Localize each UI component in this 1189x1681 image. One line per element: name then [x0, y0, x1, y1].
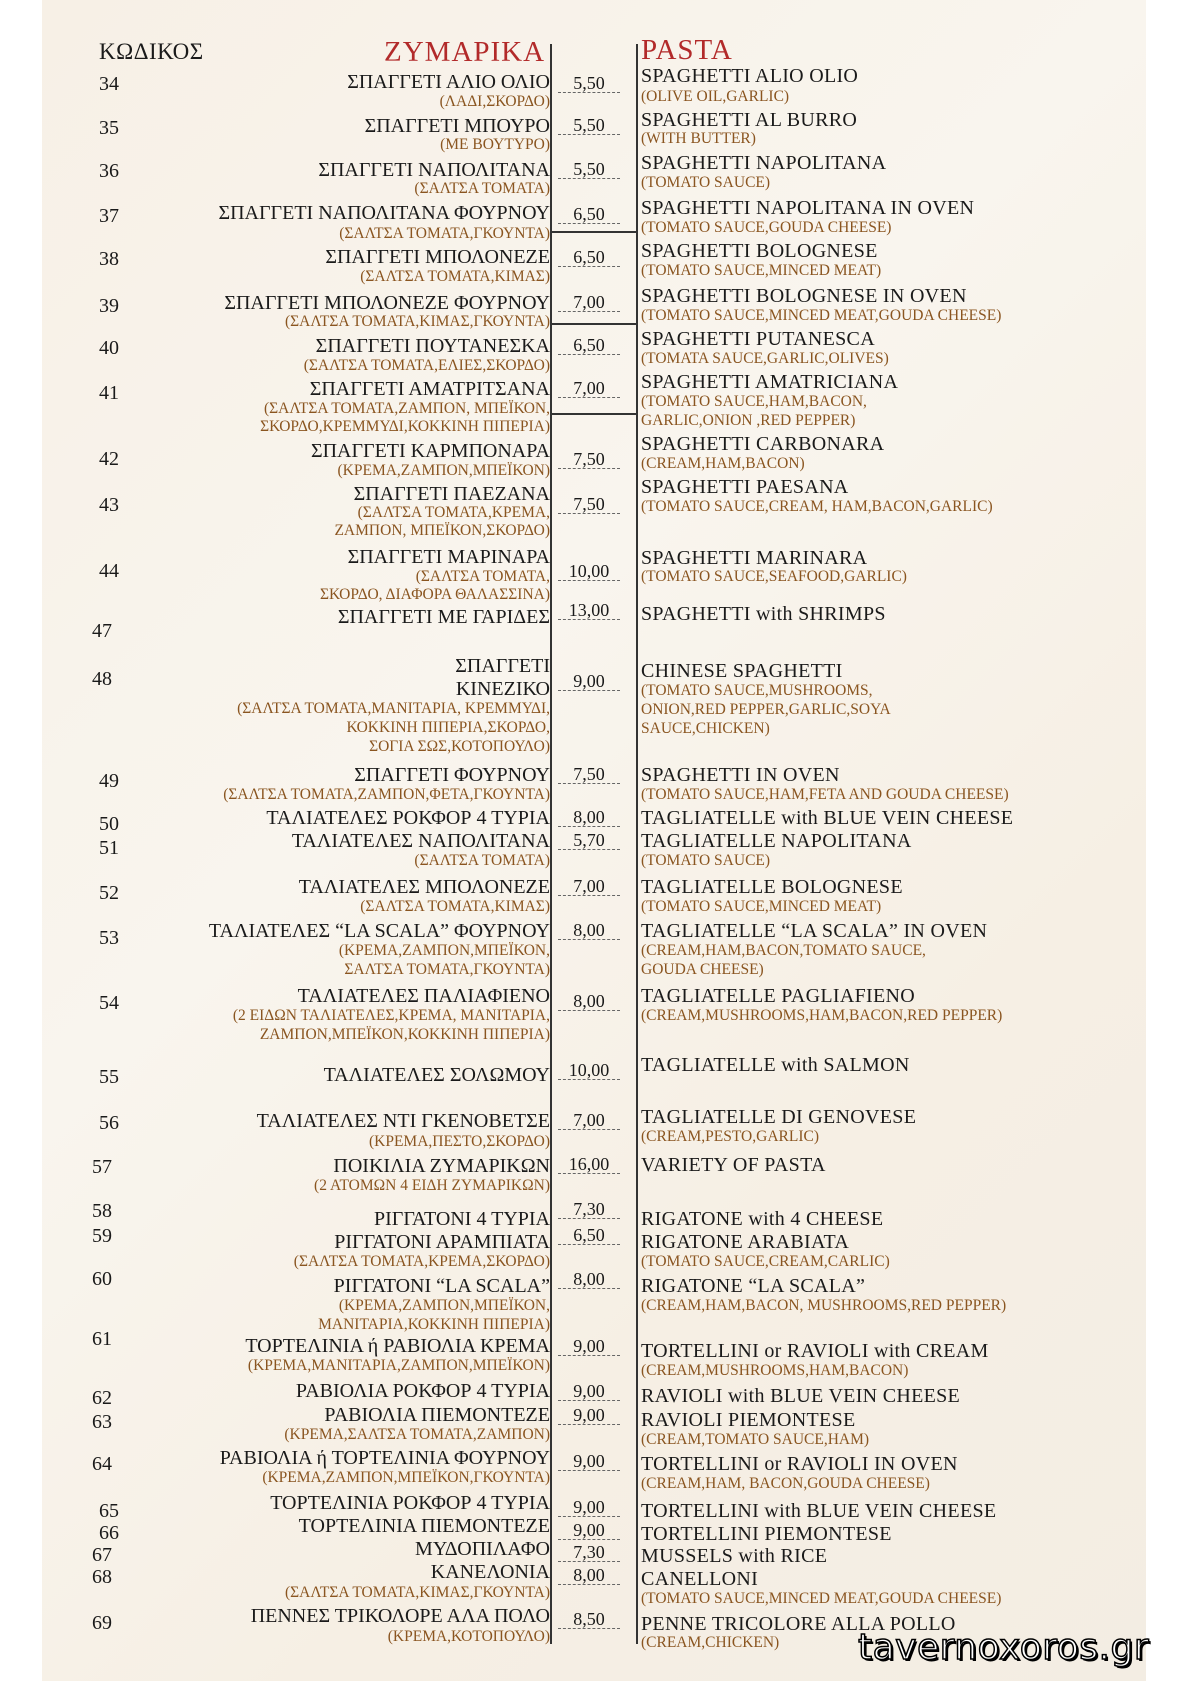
dish-price: 9,00 [558, 1406, 620, 1425]
dish-price: 5,70 [558, 831, 620, 850]
dish-price: 6,50 [558, 336, 620, 355]
greek-dish-name: ΣΠΑΓΓΕΤΙ ΜΑΡΙΝΑΡΑ [347, 546, 550, 568]
greek-dish-ingredients: ΣΟΓΙΑ ΣΩΣ,ΚΟΤΟΠΟΥΛΟ) [369, 738, 550, 755]
item-code: 35 [99, 117, 119, 139]
english-dish-name: RAVIOLI PIEMONTESE [641, 1409, 856, 1431]
greek-dish-ingredients: (ΣΑΛΤΣΑ ΤΟΜΑΤΑ, [415, 568, 550, 585]
dish-price: 8,00 [558, 921, 620, 940]
english-dish-name: SPAGHETTI BOLOGNESE IN OVEN [641, 285, 967, 307]
english-dish-ingredients: (TOMATO SAUCE,MINCED MEAT,GOUDA CHEESE) [641, 307, 1002, 324]
greek-dish-name: ΜΥΔΟΠΙΛΑΦΟ [415, 1538, 550, 1560]
item-code: 47 [92, 620, 112, 642]
greek-dish-name: ΣΠΑΓΓΕΤΙ ΑΛΙΟ ΟΛΙΟ [347, 71, 550, 93]
dish-price: 5,50 [558, 116, 620, 135]
dish-price: 8,00 [558, 808, 620, 827]
dish-price: 7,00 [558, 1111, 620, 1130]
item-code: 63 [92, 1411, 112, 1433]
greek-dish-name: ΣΠΑΓΓΕΤΙ ΝΑΠΟΛΙΤΑΝΑ ΦΟΥΡΝΟΥ [218, 202, 550, 224]
english-dish-name: SPAGHETTI AL BURRO [641, 109, 858, 131]
english-dish-name: SPAGHETTI ALIO OLIO [641, 65, 859, 87]
greek-dish-name: ΣΠΑΓΓΕΤΙ ΜΕ ΓΑΡΙΔΕΣ [337, 606, 550, 628]
greek-dish-ingredients: ΣΚΟΡΔΟ,ΚΡΕΜΜΥΔΙ,ΚΟΚΚΙΝΗ ΠΙΠΕΡΙΑ) [260, 418, 550, 435]
item-code: 59 [92, 1225, 112, 1247]
greek-dish-ingredients: (ΚΡΕΜΑ,ΚΟΤΟΠΟΥΛΟ) [387, 1628, 550, 1645]
item-code: 49 [99, 770, 119, 792]
dish-price: 7,00 [558, 379, 620, 398]
item-code: 56 [99, 1112, 119, 1134]
dish-price: 7,50 [558, 450, 620, 469]
item-code: 53 [99, 927, 119, 949]
dish-price: 7,30 [558, 1543, 620, 1562]
english-dish-ingredients: (CREAM,HAM,BACON, MUSHROOMS,RED PEPPER) [641, 1297, 1007, 1314]
dish-price: 9,00 [558, 1498, 620, 1517]
divider-after-item-37 [550, 231, 636, 233]
greek-dish-ingredients: (ΚΡΕΜΑ,ΜΑΝΙΤΑΡΙΑ,ΖΑΜΠΟΝ,ΜΠΕΪΚΟΝ) [247, 1357, 550, 1374]
english-section-title: PASTA [641, 34, 733, 66]
english-dish-ingredients: (CREAM,CHICKEN) [641, 1634, 780, 1651]
item-code: 42 [99, 448, 119, 470]
english-dish-name: TAGLIATELLE “LA SCALA” IN OVEN [641, 920, 988, 942]
greek-dish-ingredients: (ΣΑΛΤΣΑ ΤΟΜΑΤΑ,ΜΑΝΙΤΑΡΙΑ, ΚΡΕΜΜΥΔΙ, [237, 700, 550, 717]
english-dish-ingredients: (TOMATO SAUCE,MINCED MEAT,GOUDA CHEESE) [641, 1590, 1002, 1607]
item-code: 62 [92, 1387, 112, 1409]
english-dish-name: VARIETY OF PASTA [641, 1154, 826, 1176]
item-code: 51 [99, 837, 119, 859]
item-code: 57 [92, 1156, 112, 1178]
dish-price: 7,30 [558, 1200, 620, 1219]
item-code: 50 [99, 813, 119, 835]
greek-dish-name: ΡΙΓΓΑΤΟΝΙ “LA SCALA” [333, 1275, 550, 1297]
item-code: 36 [99, 160, 119, 182]
english-dish-ingredients: (CREAM,PESTO,GARLIC) [641, 1128, 819, 1145]
english-dish-ingredients: GARLIC,ONION ,RED PEPPER) [641, 412, 856, 429]
english-dish-name: TAGLIATELLE BOLOGNESE [641, 876, 903, 898]
greek-dish-ingredients: (ΚΡΕΜΑ,ΣΑΛΤΣΑ ΤΟΜΑΤΑ,ΖΑΜΠΟΝ) [284, 1426, 550, 1443]
greek-dish-name: ΤΑΛΙΑΤΕΛΕΣ ΜΠΟΛΟΝΕΖΕ [298, 876, 550, 898]
english-dish-name: SPAGHETTI NAPOLITANA [641, 152, 887, 174]
english-dish-name: RIGATONE “LA SCALA” [641, 1275, 866, 1297]
dish-price: 10,00 [558, 1061, 620, 1080]
greek-dish-name: ΣΠΑΓΓΕΤΙ ΚΑΡΜΠΟΝΑΡΑ [310, 440, 550, 462]
greek-dish-ingredients: (ΚΡΕΜΑ,ΖΑΜΠΟΝ,ΜΠΕΪΚΟΝ,ΓΚΟΥΝΤΑ) [262, 1469, 550, 1486]
greek-dish-ingredients: ΚΟΚΚΙΝΗ ΠΙΠΕΡΙΑ,ΣΚΟΡΔΟ, [346, 719, 550, 736]
english-dish-ingredients: (TOMATO SAUCE,MINCED MEAT) [641, 262, 882, 279]
greek-dish-ingredients: (ΣΑΛΤΣΑ ΤΟΜΑΤΑ,ΖΑΜΠΟΝ,ΦΕΤΑ,ΓΚΟΥΝΤΑ) [223, 786, 550, 803]
english-dish-name: RAVIOLI with BLUE VEIN CHEESE [641, 1385, 961, 1407]
greek-dish-name: ΤΟΡΤΕΛΙΝΙΑ ΡΟΚΦΟΡ 4 ΤΥΡΙΑ [270, 1492, 550, 1514]
item-code: 61 [92, 1328, 112, 1350]
english-dish-name: SPAGHETTI AMATRICIANA [641, 371, 899, 393]
dish-price: 9,00 [558, 1337, 620, 1356]
english-dish-name: TORTELLINI PIEMONTESE [641, 1523, 892, 1545]
greek-dish-name: ΠΕΝΝΕΣ ΤΡΙΚΟΛΟΡΕ ΑΛΑ ΠΟΛΟ [250, 1605, 550, 1627]
greek-dish-ingredients: (ΜΕ ΒΟΥΤΥΡΟ) [440, 136, 550, 153]
item-code: 54 [99, 992, 119, 1014]
greek-dish-ingredients: (ΣΑΛΤΣΑ ΤΟΜΑΤΑ,ΚΙΜΑΣ) [360, 268, 550, 285]
english-dish-name: MUSSELS with RICE [641, 1545, 828, 1567]
greek-dish-name: ΣΠΑΓΓΕΤΙ ΜΠΟΥΡΟ [364, 115, 550, 137]
item-code: 43 [99, 494, 119, 516]
item-code: 38 [99, 248, 119, 270]
english-dish-name: SPAGHETTI PUTANESCA [641, 328, 875, 350]
item-code: 66 [99, 1522, 119, 1544]
greek-dish-name: ΣΠΑΓΓΕΤΙ ΠΟΥΤΑΝΕΣΚΑ [315, 335, 550, 357]
greek-dish-name: ΡΙΓΓΑΤΟΝΙ ΑΡΑΜΠΙΑΤΑ [334, 1231, 550, 1253]
greek-dish-ingredients: (ΚΡΕΜΑ,ΠΕΣΤΟ,ΣΚΟΡΔΟ) [368, 1133, 550, 1150]
site-watermark: tavernoxoros.gr [858, 1627, 1150, 1668]
greek-dish-name: ΣΠΑΓΓΕΤΙ ΝΑΠΟΛΙΤΑΝΑ [318, 159, 550, 181]
english-dish-ingredients: (TOMATO SAUCE) [641, 174, 771, 191]
english-dish-ingredients: (TOMATA SAUCE,GARLIC,OLIVES) [641, 350, 889, 367]
greek-dish-name: ΣΠΑΓΓΕΤΙ ΑΜΑΤΡΙΤΣΑΝΑ [309, 378, 550, 400]
greek-dish-name: ΣΠΑΓΓΕΤΙ ΜΠΟΛΟΝΕΖΕ [325, 246, 550, 268]
greek-dish-ingredients: (2 ΕΙΔΩΝ ΤΑΛΙΑΤΕΛΕΣ,ΚΡΕΜΑ, ΜΑΝΙΤΑΡΙΑ, [232, 1007, 550, 1024]
greek-dish-ingredients: (ΣΑΛΤΣΑ ΤΟΜΑΤΑ,ΚΡΕΜΑ, [357, 504, 550, 521]
dish-price: 8,50 [558, 1610, 620, 1629]
english-dish-name: SPAGHETTI NAPOLITANA IN OVEN [641, 197, 975, 219]
greek-dish-ingredients: (ΣΑΛΤΣΑ ΤΟΜΑΤΑ,ΚΙΜΑΣ,ΓΚΟΥΝΤΑ) [285, 313, 550, 330]
english-dish-ingredients: SAUCE,CHICKEN) [641, 720, 770, 737]
dish-price: 9,00 [558, 672, 620, 691]
item-code: 41 [99, 382, 119, 404]
dish-price: 16,00 [558, 1155, 620, 1174]
dish-price: 7,50 [558, 495, 620, 514]
greek-dish-ingredients: (ΚΡΕΜΑ,ΖΑΜΠΟΝ,ΜΠΕΪΚΟΝ, [338, 1297, 550, 1314]
greek-dish-ingredients: ΖΑΜΠΟΝ,ΜΠΕΪΚΟΝ,ΚΟΚΚΙΝΗ ΠΙΠΕΡΙΑ) [259, 1026, 550, 1043]
greek-dish-ingredients: (2 ΑΤΟΜΩΝ 4 ΕΙΔΗ ΖΥΜΑΡΙΚΩΝ) [314, 1177, 550, 1194]
english-dish-ingredients: (TOMATO SAUCE,CREAM, HAM,BACON,GARLIC) [641, 498, 993, 515]
english-dish-name: TORTELLINI or RAVIOLI with CREAM [641, 1340, 989, 1362]
english-dish-name: TAGLIATELLE with BLUE VEIN CHEESE [641, 807, 1014, 829]
english-dish-name: SPAGHETTI IN OVEN [641, 764, 840, 786]
english-dish-ingredients: (CREAM,MUSHROOMS,HAM,BACON) [641, 1362, 909, 1379]
english-dish-ingredients: (OLIVE OIL,GARLIC) [641, 88, 790, 105]
dish-price: 6,50 [558, 205, 620, 224]
english-dish-ingredients: (CREAM,TOMATO SAUCE,HAM) [641, 1431, 870, 1448]
item-code: 67 [92, 1544, 112, 1566]
english-dish-name: TAGLIATELLE PAGLIAFIENO [641, 985, 915, 1007]
dish-price: 13,00 [558, 601, 620, 620]
english-dish-name: TORTELLINI with BLUE VEIN CHEESE [641, 1500, 997, 1522]
left-column-divider [550, 44, 552, 1644]
english-dish-ingredients: ONION,RED PEPPER,GARLIC,SOYA [641, 701, 891, 718]
greek-dish-name: ΣΠΑΓΓΕΤΙ ΜΠΟΛΟΝΕΖΕ ΦΟΥΡΝΟΥ [224, 292, 550, 314]
english-dish-ingredients: (CREAM,HAM,BACON,TOMATO SAUCE, [641, 942, 926, 959]
item-code: 68 [92, 1566, 112, 1588]
english-dish-name: SPAGHETTI MARINARA [641, 547, 868, 569]
item-code: 34 [99, 73, 119, 95]
greek-dish-name: ΣΠΑΓΓΕΤΙ ΦΟΥΡΝΟΥ [354, 764, 550, 786]
english-dish-name: CHINESE SPAGHETTI [641, 660, 843, 682]
english-dish-ingredients: GOUDA CHEESE) [641, 961, 764, 978]
item-code: 65 [99, 1500, 119, 1522]
english-dish-ingredients: (TOMATO SAUCE,GOUDA CHEESE) [641, 219, 892, 236]
item-code: 55 [99, 1066, 119, 1088]
dish-price: 9,00 [558, 1521, 620, 1540]
item-code: 52 [99, 882, 119, 904]
greek-dish-ingredients: ΣΚΟΡΔΟ, ΔΙΑΦΟΡΑ ΘΑΛΑΣΣΙΝΑ) [320, 586, 550, 603]
english-dish-ingredients: (CREAM,HAM, BACON,GOUDA CHEESE) [641, 1475, 930, 1492]
greek-dish-ingredients: ΜΑΝΙΤΑΡΙΑ,ΚΟΚΚΙΝΗ ΠΙΠΕΡΙΑ) [318, 1316, 550, 1333]
greek-dish-name: ΚΙΝΕΖΙΚΟ [455, 678, 550, 700]
dish-price: 7,50 [558, 765, 620, 784]
english-dish-name: TAGLIATELLE NAPOLITANA [641, 830, 912, 852]
dish-price: 6,50 [558, 1226, 620, 1245]
english-dish-ingredients: (CREAM,HAM,BACON) [641, 455, 805, 472]
dish-price: 10,00 [558, 562, 620, 581]
greek-dish-ingredients: ΣΑΛΤΣΑ ΤΟΜΑΤΑ,ΓΚΟΥΝΤΑ) [344, 961, 550, 978]
greek-dish-name: ΡΑΒΙΟΛΙΑ ΡΟΚΦΟΡ 4 ΤΥΡΙΑ [295, 1380, 550, 1402]
greek-dish-name: ΣΠΑΓΓΕΤΙ [455, 655, 550, 677]
english-dish-ingredients: (CREAM,MUSHROOMS,HAM,BACON,RED PEPPER) [641, 1007, 1003, 1024]
greek-dish-name: ΚΑΝΕΛΟΝΙΑ [430, 1561, 550, 1583]
greek-dish-ingredients: (ΣΑΛΤΣΑ ΤΟΜΑΤΑ,ΚΙΜΑΣ,ΓΚΟΥΝΤΑ) [285, 1584, 550, 1601]
greek-dish-name: ΤΑΛΙΑΤΕΛΕΣ ΠΑΛΙΑΦΙΕΝΟ [297, 985, 550, 1007]
greek-dish-name: ΤΑΛΙΑΤΕΛΕΣ ΝΤΙ ΓΚΕΝΟΒΕΤΣΕ [256, 1110, 550, 1132]
dish-price: 5,50 [558, 160, 620, 179]
english-dish-ingredients: (TOMATO SAUCE) [641, 852, 771, 869]
english-dish-ingredients: (TOMATO SAUCE,MUSHROOMS, [641, 682, 873, 699]
english-dish-ingredients: (WITH BUTTER) [641, 130, 756, 147]
english-dish-name: RIGATONE with 4 CHEESE [641, 1208, 884, 1230]
greek-section-title: ΖΥΜΑΡΙΚΑ [384, 36, 546, 68]
greek-dish-name: ΡΑΒΙΟΛΙΑ ΠΙΕΜΟΝΤΕΖΕ [324, 1404, 550, 1426]
dish-price: 8,00 [558, 1566, 620, 1585]
item-code: 69 [92, 1612, 112, 1634]
item-code: 58 [92, 1200, 112, 1222]
dish-price: 6,50 [558, 248, 620, 267]
greek-dish-name: ΤΟΡΤΕΛΙΝΙΑ ή ΡΑΒΙΟΛΙΑ ΚΡΕΜΑ [245, 1335, 550, 1357]
dish-price: 8,00 [558, 992, 620, 1011]
english-dish-ingredients: (TOMATO SAUCE,HAM,BACON, [641, 393, 867, 410]
greek-dish-ingredients: (ΣΑΛΤΣΑ ΤΟΜΑΤΑ,ΕΛΙΕΣ,ΣΚΟΡΔΟ) [303, 357, 550, 374]
greek-dish-ingredients: (ΣΑΛΤΣΑ ΤΟΜΑΤΑ,ΖΑΜΠΟΝ, ΜΠΕΪΚΟΝ, [263, 400, 550, 417]
divider-after-item-39 [550, 323, 636, 325]
english-dish-name: CANELLONI [641, 1568, 759, 1590]
greek-dish-name: ΣΠΑΓΓΕΤΙ ΠΑΕΖΑΝΑ [353, 483, 550, 505]
english-dish-name: SPAGHETTI BOLOGNESE [641, 240, 878, 262]
greek-dish-ingredients: (ΚΡΕΜΑ,ΖΑΜΠΟΝ,ΜΠΕΪΚΟΝ) [337, 462, 550, 479]
item-code: 37 [99, 205, 119, 227]
dish-price: 8,00 [558, 1270, 620, 1289]
item-code: 64 [92, 1453, 112, 1475]
greek-dish-name: ΤΑΛΙΑΤΕΛΕΣ ΣΟΛΩΜΟΥ [323, 1064, 550, 1086]
english-dish-ingredients: (TOMATO SAUCE,MINCED MEAT) [641, 898, 882, 915]
greek-dish-name: ΡΑΒΙΟΛΙΑ ή ΤΟΡΤΕΛΙΝΙΑ ΦΟΥΡΝΟΥ [219, 1447, 550, 1469]
english-dish-name: TORTELLINI or RAVIOLI IN OVEN [641, 1453, 958, 1475]
dish-price: 9,00 [558, 1452, 620, 1471]
dish-price: 5,50 [558, 74, 620, 93]
greek-dish-name: ΠΟΙΚΙΛΙΑ ΖΥΜΑΡΙΚΩΝ [333, 1155, 550, 1177]
greek-dish-name: ΤΑΛΙΑΤΕΛΕΣ “LA SCALA” ΦΟΥΡΝΟΥ [208, 920, 550, 942]
item-code: 40 [99, 337, 119, 359]
dish-price: 9,00 [558, 1382, 620, 1401]
greek-dish-ingredients: (ΣΑΛΤΣΑ ΤΟΜΑΤΑ,ΓΚΟΥΝΤΑ) [339, 225, 550, 242]
greek-dish-ingredients: (ΛΑΔΙ,ΣΚΟΡΔΟ) [439, 93, 550, 110]
english-dish-name: TAGLIATELLE DI GENOVESE [641, 1106, 917, 1128]
english-dish-ingredients: (TOMATO SAUCE,CREAM,CARLIC) [641, 1253, 890, 1270]
greek-dish-ingredients: (ΣΑΛΤΣΑ ΤΟΜΑΤΑ) [414, 180, 550, 197]
greek-dish-name: ΡΙΓΓΑΤΟΝΙ 4 ΤΥΡΙΑ [374, 1208, 550, 1230]
item-code: 60 [92, 1268, 112, 1290]
dish-price: 7,00 [558, 877, 620, 896]
english-dish-name: SPAGHETTI with SHRIMPS [641, 603, 886, 625]
divider-after-item-41 [550, 413, 636, 415]
item-code: 39 [99, 295, 119, 317]
english-dish-name: PENNE TRICOLORE ALLA POLLO [641, 1613, 956, 1635]
greek-dish-name: ΤΟΡΤΕΛΙΝΙΑ ΠΙΕΜΟΝΤΕΖΕ [298, 1515, 550, 1537]
greek-dish-ingredients: (ΣΑΛΤΣΑ ΤΟΜΑΤΑ) [414, 852, 550, 869]
greek-dish-name: ΤΑΛΙΑΤΕΛΕΣ ΝΑΠΟΛΙΤΑΝΑ [291, 830, 550, 852]
right-column-divider [636, 44, 638, 1644]
item-code: 44 [99, 560, 119, 582]
english-dish-name: TAGLIATELLE with SALMON [641, 1054, 910, 1076]
english-dish-name: SPAGHETTI PAESANA [641, 476, 849, 498]
english-dish-ingredients: (TOMATO SAUCE,HAM,FETA AND GOUDA CHEESE) [641, 786, 1009, 803]
dish-price: 7,00 [558, 293, 620, 312]
english-dish-ingredients: (TOMATO SAUCE,SEAFOOD,GARLIC) [641, 568, 907, 585]
greek-dish-ingredients: (ΚΡΕΜΑ,ΖΑΜΠΟΝ,ΜΠΕΪΚΟΝ, [338, 942, 550, 959]
item-code: 48 [92, 668, 112, 690]
greek-dish-name: ΤΑΛΙΑΤΕΛΕΣ ΡΟΚΦΟΡ 4 ΤΥΡΙΑ [266, 807, 550, 829]
greek-dish-ingredients: (ΣΑΛΤΣΑ ΤΟΜΑΤΑ,ΚΡΕΜΑ,ΣΚΟΡΔΟ) [293, 1253, 550, 1270]
english-dish-name: RIGATONE ARABIATA [641, 1231, 850, 1253]
code-column-header: ΚΩΔΙΚΟΣ [99, 39, 204, 64]
greek-dish-ingredients: ΖΑΜΠΟΝ, ΜΠΕΪΚΟΝ,ΣΚΟΡΔΟ) [334, 522, 550, 539]
english-dish-name: SPAGHETTI CARBONARA [641, 433, 885, 455]
greek-dish-ingredients: (ΣΑΛΤΣΑ ΤΟΜΑΤΑ,ΚΙΜΑΣ) [360, 898, 550, 915]
